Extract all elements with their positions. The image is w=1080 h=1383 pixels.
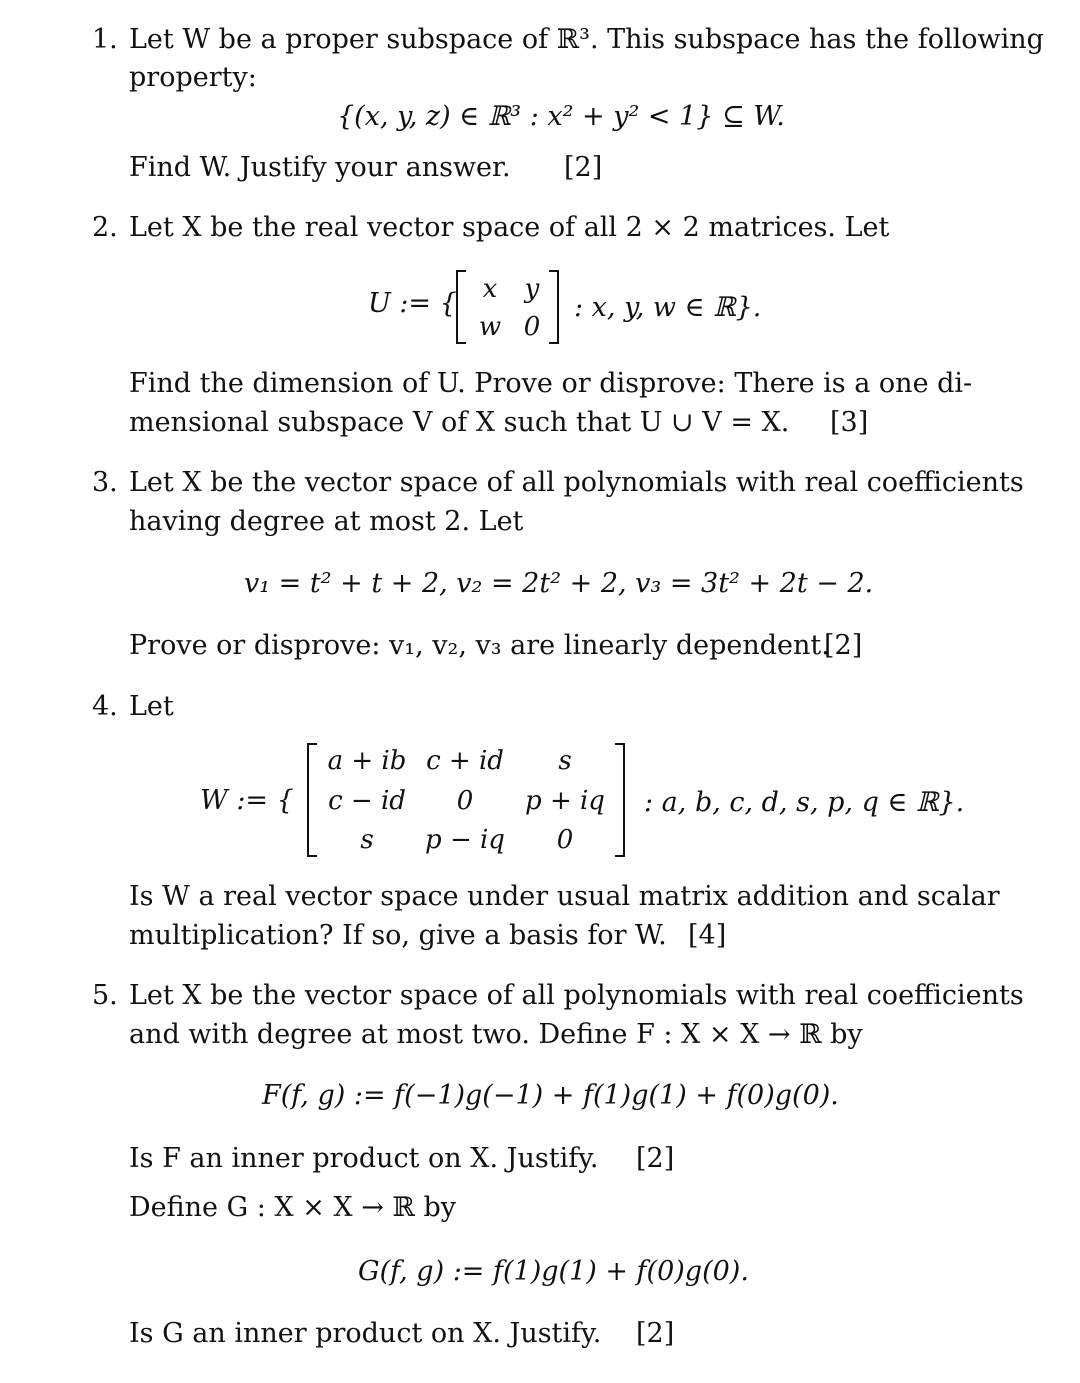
q4-matrix-cell: c + id xyxy=(426,746,504,776)
q4-matrix-rhs: : a, b, c, d, s, p, q ∈ ℝ}. xyxy=(644,787,965,818)
q5-line-4: Define G : X × X → ℝ by xyxy=(129,1192,456,1223)
q4-line-2: Is W a real vector space under usual matrix addition and scalar xyxy=(129,881,1000,912)
q3-number: 3. xyxy=(92,467,118,498)
q5-number: 5. xyxy=(92,980,118,1011)
q4-matrix-cell: s xyxy=(558,746,572,776)
q5-formula-f: F(f, g) := f(−1)g(−1) + f(1)g(1) + f(0)g(0). xyxy=(262,1080,839,1111)
q4-number: 4. xyxy=(92,691,118,722)
q4-matrix-cell: 0 xyxy=(456,786,474,816)
q1-formula: {(x, y, z) ∈ ℝ³ : x² + y² < 1} ⊆ W. xyxy=(337,101,785,132)
q2-left-bracket xyxy=(456,270,466,344)
q2-matrix-cell: x xyxy=(482,274,498,304)
q1-line-2: property: xyxy=(129,62,257,93)
q2-line-2: Find the dimension of U. Prove or disprove: There is a one di- xyxy=(129,368,973,399)
q5-marks-1: [2] xyxy=(636,1143,675,1174)
q2-line-1: Let X be the real vector space of all 2 × 2 matrices. Let xyxy=(129,212,890,243)
q4-left-bracket xyxy=(307,743,317,857)
q1-marks: [2] xyxy=(564,152,603,183)
q5-line-5: Is G an inner product on X. Justify. xyxy=(129,1318,602,1349)
q4-line-1: Let xyxy=(129,691,174,722)
q2-matrix-rhs: : x, y, w ∈ ℝ}. xyxy=(574,292,762,323)
q4-matrix-cell: p − iq xyxy=(425,825,505,855)
q5-line-3: Is F an inner product on X. Justify. xyxy=(129,1143,599,1174)
q2-line-3: mensional subspace V of X such that U ∪ V = X. xyxy=(129,407,790,438)
q4-matrix-lhs: W := { xyxy=(200,785,294,816)
q1-line-3: Find W. Justify your answer. xyxy=(129,152,511,183)
q3-line-1: Let X be the vector space of all polynomials with real coefficients xyxy=(129,467,1024,498)
q2-matrix-cell: y xyxy=(524,274,540,304)
q5-line-2: and with degree at most two. Define F : X × X → ℝ by xyxy=(129,1019,863,1050)
q4-right-bracket xyxy=(615,743,625,857)
q2-marks: [3] xyxy=(830,407,869,438)
q3-marks: [2] xyxy=(824,630,863,661)
q5-marks-2: [2] xyxy=(636,1318,675,1349)
q4-marks: [4] xyxy=(688,920,727,951)
q4-matrix-cell: c − id xyxy=(328,786,406,816)
q5-line-1: Let X be the vector space of all polynomials with real coefficients xyxy=(129,980,1024,1011)
q5-formula-g: G(f, g) := f(1)g(1) + f(0)g(0). xyxy=(358,1256,749,1287)
q1-line-1: Let W be a proper subspace of ℝ³. This subspace has the following xyxy=(129,24,1044,55)
q2-matrix-cell: 0 xyxy=(523,312,541,342)
q3-line-3: Prove or disprove: v₁, v₂, v₃ are linearly dependent. xyxy=(129,630,830,661)
q4-matrix-cell: 0 xyxy=(556,825,574,855)
q4-matrix-cell: p + iq xyxy=(525,786,605,816)
q4-matrix-cell: s xyxy=(360,825,374,855)
q1-number: 1. xyxy=(92,24,118,55)
q2-number: 2. xyxy=(92,212,118,243)
q3-formula: v₁ = t² + t + 2, v₂ = 2t² + 2, v₃ = 3t² + 2t − 2. xyxy=(244,568,874,599)
q2-right-bracket xyxy=(549,270,559,344)
q2-matrix-cell: w xyxy=(478,312,502,342)
q4-line-3: multiplication? If so, give a basis for W. xyxy=(129,920,667,951)
q2-matrix-lhs: U := { xyxy=(368,288,457,319)
q3-line-2: having degree at most 2. Let xyxy=(129,506,524,537)
q4-matrix-cell: a + ib xyxy=(327,746,407,776)
